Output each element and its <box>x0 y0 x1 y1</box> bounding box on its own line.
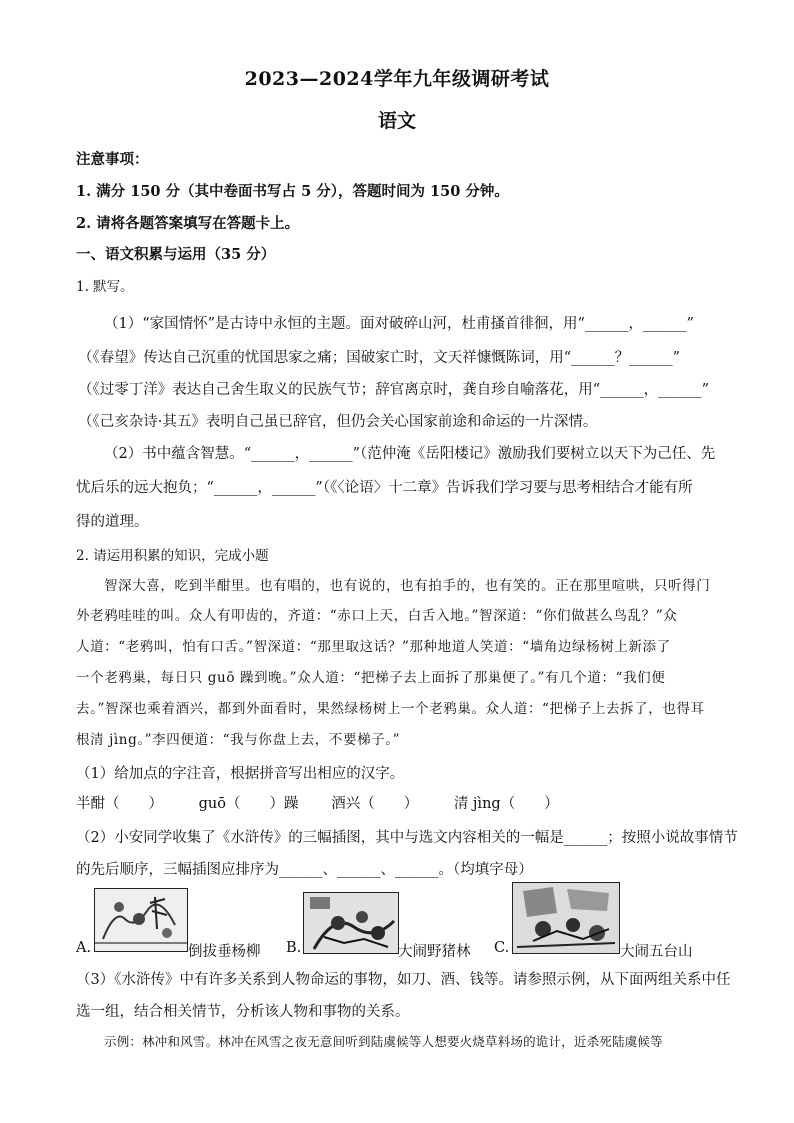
option-b-letter: B. <box>286 940 302 956</box>
sub-question-3: （3）《水浒传》中有许多关系到人物命运的事物，如刀、酒、钱等。请参照示例，从下面两组关系中任 <box>76 972 731 988</box>
sub-question-2: （2）小安同学收集了《水浒传》的三幅插图，其中与选文内容相关的一幅是______；按照小说故事情节 <box>76 830 738 846</box>
option-c-caption: 大闹五台山 <box>620 944 693 960</box>
pinyin-row <box>76 792 726 813</box>
question-1-line: （2）书中蕴含智慧。“______，______”（范仲淹《岳阳楼记》激励我们要树立以天下为己任、先 <box>104 446 716 462</box>
illustration-image <box>304 893 398 953</box>
option-a-caption: 倒拔垂杨柳 <box>188 944 261 960</box>
option-a-illustration <box>94 888 188 952</box>
option-b-caption: 大闹野猪林 <box>398 944 471 960</box>
sub-question-3: 选一组，结合相关情节，分析该人物和事物的关系。 <box>76 1004 410 1020</box>
pinyin-blank: 酒兴（ ） <box>331 796 419 812</box>
example-text: 示例：林冲和风雪。林冲在风雪之夜无意间听到陆虞候等人想要火烧草料场的诡计，近杀死陆虞候等 <box>104 1034 663 1049</box>
option-c-illustration <box>512 882 620 954</box>
option-b-illustration <box>303 892 399 954</box>
notes-heading: 注意事项： <box>76 151 149 168</box>
illustration-image <box>513 883 619 953</box>
passage-line: 一个老鸦巢，每日只 guō 躁到晚。”众人道：“把梯子去上面拆了那巢便了。”有几个道：“我们便 <box>76 670 666 686</box>
sub-question-2: 的先后顺序，三幅插图应排序为______、______、______。（均填字母） <box>76 862 533 878</box>
passage-line: 外老鸦哇哇的叫。众人有叩齿的，齐道：“赤口上天，白舌入地。”智深道：“你们做甚么鸟乱？”众 <box>76 608 678 624</box>
question-1-label: 1. 默写。 <box>76 279 134 295</box>
passage-line: 根清 jìng。”李四便道：“我与你盘上去，不要梯子。” <box>76 732 401 748</box>
question-2-label: 2. 请运用积累的知识，完成小题 <box>76 548 269 564</box>
question-1-line: 得的道理。 <box>76 514 149 530</box>
passage-line: 智深大喜，吃到半酣里。也有唱的，也有说的，也有拍手的，也有笑的。正在那里喧哄，只听得门 <box>104 578 711 594</box>
section-heading: 一、语文积累与运用（35 分） <box>76 246 276 263</box>
option-c-letter: C. <box>494 940 510 956</box>
pinyin-blank: guō（ ）躁 <box>198 796 299 812</box>
exam-title: 2023—2024学年九年级调研考试 <box>244 68 550 90</box>
question-1-line: 忧后乐的远大抱负；“______，______”（《〈论语〉十二章》告诉我们学习要与思考相结合才能有所 <box>76 480 693 496</box>
question-1-line: （1）“家国情怀”是古诗中永恒的主题。面对破碎山河，杜甫搔首徘徊，用“______，______” <box>104 316 694 332</box>
question-1-line: （《过零丁洋》表达自己舍生取义的民族气节；辞官离京时，龚自珍自喻落花，用“______，______” <box>78 382 710 398</box>
question-1-line: （《春望》传达自己沉重的忧国思家之痛；国破家亡时，文天祥慷慨陈词，用“______？______” <box>78 350 681 366</box>
sub-question-1: （1）给加点的字注音，根据拼音写出相应的汉字。 <box>76 766 405 782</box>
passage-line: 人道：“老鸦叫，怕有口舌。”智深道：“那里取这话？”那种地道人笑道：“墙角边绿杨树上新添了 <box>76 639 671 655</box>
pinyin-blank: 清 jìng（ ） <box>453 796 559 812</box>
note-item: 1. 满分 150 分（其中卷面书写占 5 分），答题时间为 150 分钟。 <box>76 183 509 200</box>
pinyin-blank: 半酣（ ） <box>76 796 163 812</box>
passage-line: 去。”智深也乘着酒兴，都到外面看时，果然绿杨树上一个老鸦巢。众人道：“把梯子上去拆了，也得耳 <box>76 701 705 717</box>
note-item: 2. 请将各题答案填写在答题卡上。 <box>76 215 300 232</box>
subject-title: 语文 <box>377 110 416 132</box>
question-1-line: （《己亥杂诗·其五》表明自己虽已辞官，但仍会关心国家前途和命运的一片深情。 <box>78 414 598 430</box>
option-a-letter: A. <box>76 940 92 956</box>
illustration-image <box>95 889 187 951</box>
